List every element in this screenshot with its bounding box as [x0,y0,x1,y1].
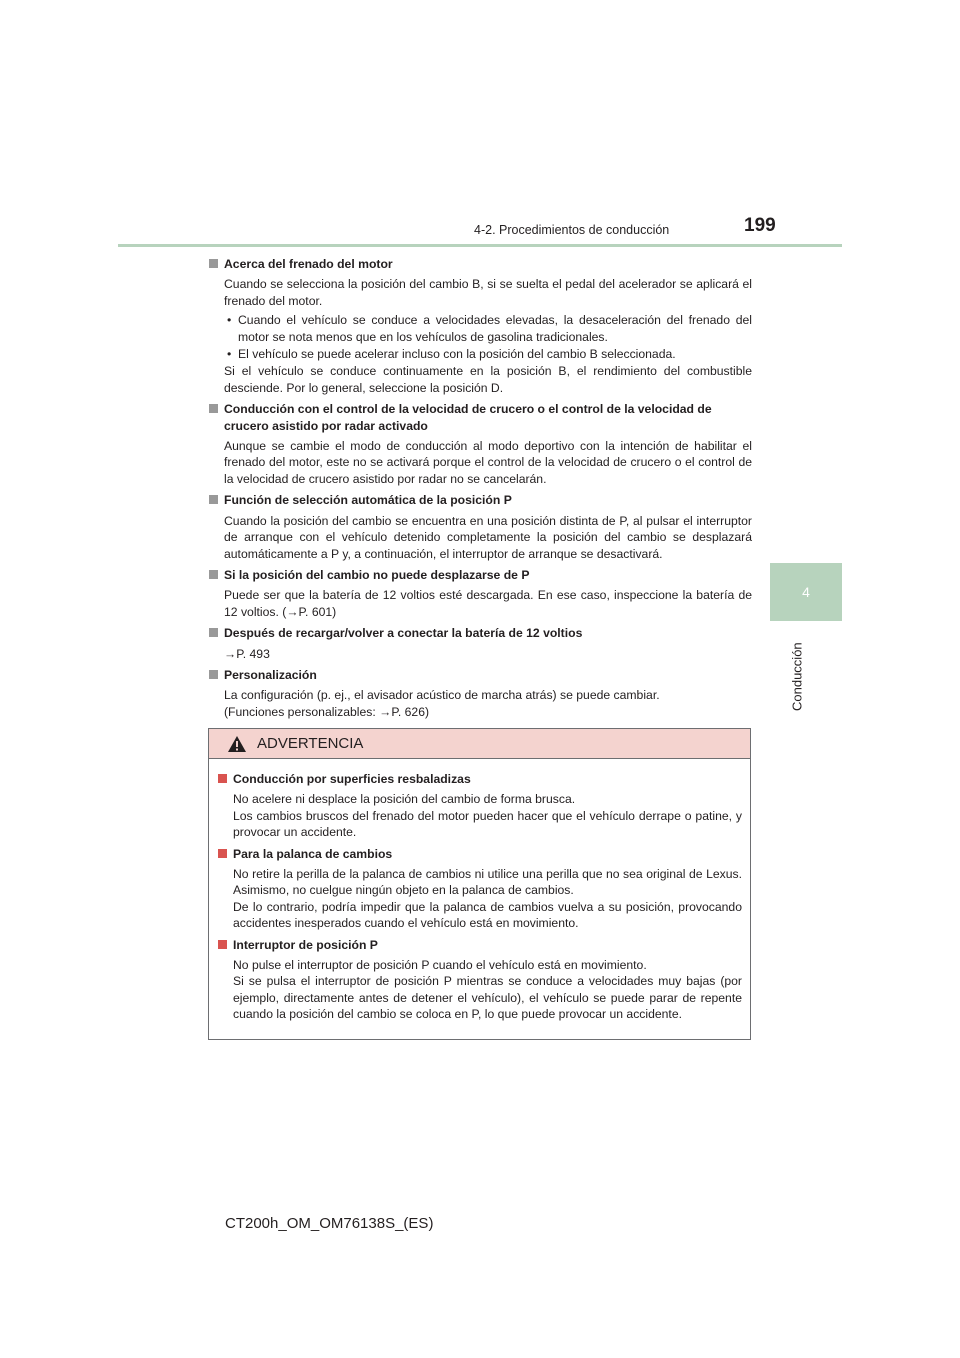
warning-item [217,846,742,932]
warning-text: No retire la perilla de la palanca de cambios ni utilice una perilla que no sea original de Lexus. Asimismo, no cuelgue ningún objeto en la palanca de cambios. [233,867,742,898]
section-text: Si el vehículo se conduce continuamente en la posición B, el rendimiento del combustible desciende. Por lo general, seleccione la posición D. [224,364,752,395]
warning-item-title: Conducción por superficies resbaladizas [233,772,471,786]
section-text: La configuración (p. ej., el avisador acústico de marcha atrás) se puede cambiar. [224,688,660,703]
list-item: • El vehículo se puede acelerar incluso con la posición del cambio B seleccionada. [224,346,752,362]
chapter-label: Conducción [789,642,805,712]
section-auto-p [208,492,752,562]
section-text: Cuando la posición del cambio se encuentra en una posición distinta de P, al pulsar el interruptor de arranque con el vehículo detenido completamente la posición del cambio se desplazará automáticamente a P y, a continuación, el interruptor de arranque se desactivará. [224,513,752,561]
bullet-list [224,312,752,362]
section-text: Puede ser que la batería de 12 voltios esté descargada. En ese caso, inspeccione la batería de 12 voltios. (→P. 601) [224,588,752,619]
warning-item-title: Interruptor de posición P [233,937,378,952]
chapter-tab[interactable] [770,563,842,621]
page-reference-link[interactable]: →P. 493 [224,646,270,661]
square-bullet-icon [209,670,218,679]
warning-box [208,728,751,1040]
section-title: Si la posición del cambio no puede desplazarse de P [224,567,530,582]
square-bullet-icon [209,570,218,579]
warning-item-title: Para la palanca de cambios [233,846,393,861]
chapter-number: 4 [802,584,810,600]
warning-header [209,729,750,759]
header-section-title: 4-2. Procedimientos de conducción [474,223,670,237]
page-number: 199 [744,215,776,236]
warning-body [209,759,750,1023]
square-bullet-icon [209,259,218,268]
section-title: Función de selección automática de la posición P [224,493,512,508]
header-divider [118,244,842,247]
warning-text: No acelere ni desplace la posición del cambio de forma brusca. [233,792,576,807]
section-engine-braking [208,256,752,396]
section-title: Acerca del frenado del motor [224,257,393,271]
main-content [208,256,752,725]
section-title: Después de recargar/volver a conectar la batería de 12 voltios [224,626,583,641]
warning-text: Los cambios bruscos del frenado del motor pueden hacer que el vehículo derrape o patine, y provocar un accidente. [233,808,742,840]
square-bullet-icon [218,849,227,858]
section-text: Aunque se cambie el modo de conducción al modo deportivo con la intención de habilitar el frenado del motor, este no se activará porque el control de la velocidad de crucero o el control de la velocidad de crucero asistido por radar no se cancelarán. [224,439,752,486]
footer-document-code: CT200h_OM_OM76138S_(ES) [225,1215,434,1232]
section-text: (Funciones personalizables: →P. 626) [224,704,430,719]
square-bullet-icon [209,628,218,637]
section-text: Cuando se selecciona la posición del cambio B, si se suelta el pedal del acelerador se aplicará el frenado del motor. [224,277,752,308]
square-bullet-icon [218,774,227,783]
section-title: Personalización [224,667,317,682]
warning-item [217,937,742,1023]
section-cruise-control [208,401,752,487]
square-bullet-icon [209,404,218,413]
warning-item [217,771,742,841]
warning-triangle-icon [227,735,247,753]
section-battery [208,625,752,662]
list-item: • Cuando el vehículo se conduce a velocidades elevadas, la desaceleración del frenado del motor se nota menos que en los vehículos de gasolina tradicionales. [224,312,752,345]
section-title: Conducción con el control de la velocidad de crucero o el control de la velocidad de crucero asistido por radar activado [224,402,712,433]
warning-text: De lo contrario, podría impedir que la palanca de cambios vuelva a su posición, provocando accidentes inesperados cuando el vehículo está en movimiento. [233,899,742,931]
square-bullet-icon [218,940,227,949]
warning-text: No pulse el interruptor de posición P cuando el vehículo está en movimiento. [233,958,647,973]
section-customization [208,667,752,720]
warning-title: ADVERTENCIA [257,735,364,752]
square-bullet-icon [209,495,218,504]
warning-text: Si se pulsa el interruptor de posición P mientras se conduce a velocidades muy bajas (por ejemplo, directamente antes de detener el vehículo), el vehículo se puede parar de repente cuando la posición del cambio se coloca en P, lo que puede provocar un accidente. [233,974,742,1022]
section-shift-stuck [208,567,752,620]
